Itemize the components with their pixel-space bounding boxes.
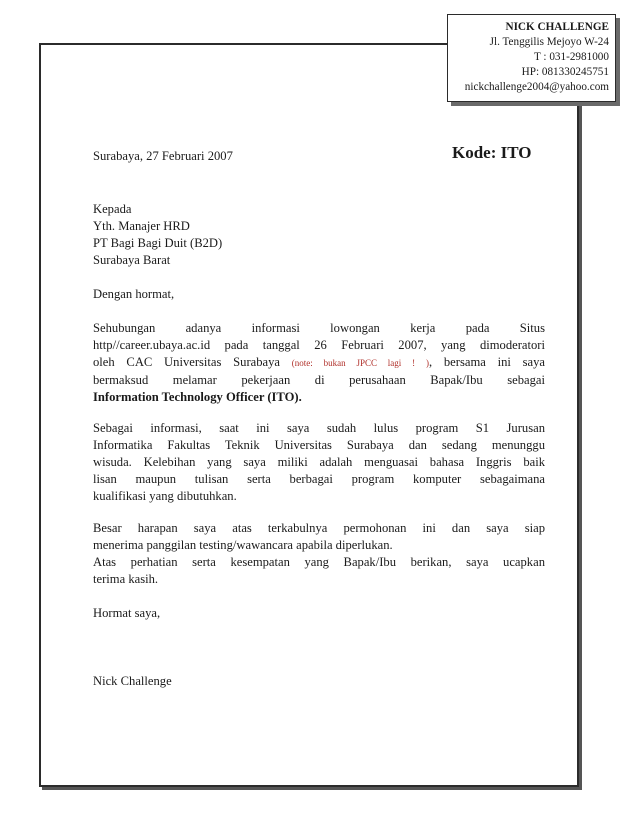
letter-date: Surabaya, 27 Februari 2007 xyxy=(93,149,233,163)
recipient-line: Yth. Manajer HRD xyxy=(93,219,190,233)
paragraph-text: , bersama ini saya xyxy=(428,355,545,369)
closing-salutation: Hormat saya, xyxy=(93,606,161,620)
paragraph-line: Besar harapan saya atas terkabulnya permohonan ini dan saya siap xyxy=(93,521,545,535)
sender-address: Jl. Tenggilis Mejoyo W-24 xyxy=(489,36,609,48)
paragraph-line: lisan maupun tulisan serta berbagai program komputer sebagaimana xyxy=(93,472,545,486)
paragraph-line: terima kasih. xyxy=(93,572,159,586)
position-title: Information Technology Officer (ITO). xyxy=(93,390,302,404)
paragraph-line: Sehubungan adanya informasi lowongan kerja pada Situs xyxy=(93,321,545,335)
job-code: Kode: ITO xyxy=(452,143,532,162)
paragraph-line: Informatika Fakultas Teknik Universitas Surabaya dan sedang menunggu xyxy=(93,438,545,452)
paragraph-closing xyxy=(93,520,545,588)
paragraph-line: wisuda. Kelebihan yang saya miliki adalah menguasai bahasa Inggris baik xyxy=(93,455,545,469)
recipient-line: Kepada xyxy=(93,202,132,216)
paragraph-line xyxy=(93,354,545,372)
signature-name: Nick Challenge xyxy=(93,674,172,688)
sender-phone: T : 031-2981000 xyxy=(534,51,609,63)
paragraph-qualification xyxy=(93,420,545,505)
paragraph-line: bermaksud melamar pekerjaan di perusahaan Bapak/Ibu sebagai xyxy=(93,373,545,387)
sender-email: nickchallenge2004@yahoo.com xyxy=(464,81,609,93)
paragraph-line: Sebagai informasi, saat ini saya sudah lulus program S1 Jurusan xyxy=(93,421,545,435)
greeting: Dengan hormat, xyxy=(93,287,175,301)
contact-box xyxy=(447,14,616,102)
sender-hp: HP: 081330245751 xyxy=(521,66,609,78)
recipient-line: Surabaya Barat xyxy=(93,253,171,267)
paragraph-line: menerima panggilan testing/wawancara apabila diperlukan. xyxy=(93,538,393,552)
paragraph-text: oleh CAC Universitas Surabaya xyxy=(93,355,292,369)
note-text: (note: bukan JPCC lagi ! ) xyxy=(291,358,429,368)
recipient-line: PT Bagi Bagi Duit (B2D) xyxy=(93,236,223,250)
paragraph-line: kualifikasi yang dibutuhkan. xyxy=(93,489,237,503)
paragraph-line: Atas perhatian serta kesempatan yang Bapak/Ibu berikan, saya ucapkan xyxy=(93,555,545,569)
recipient-block xyxy=(93,201,545,269)
paragraph-line: http//career.ubaya.ac.id pada tanggal 26 Februari 2007, yang dimoderatori xyxy=(93,338,545,352)
sender-name: NICK CHALLENGE xyxy=(505,21,609,33)
paragraph-application xyxy=(93,320,545,406)
